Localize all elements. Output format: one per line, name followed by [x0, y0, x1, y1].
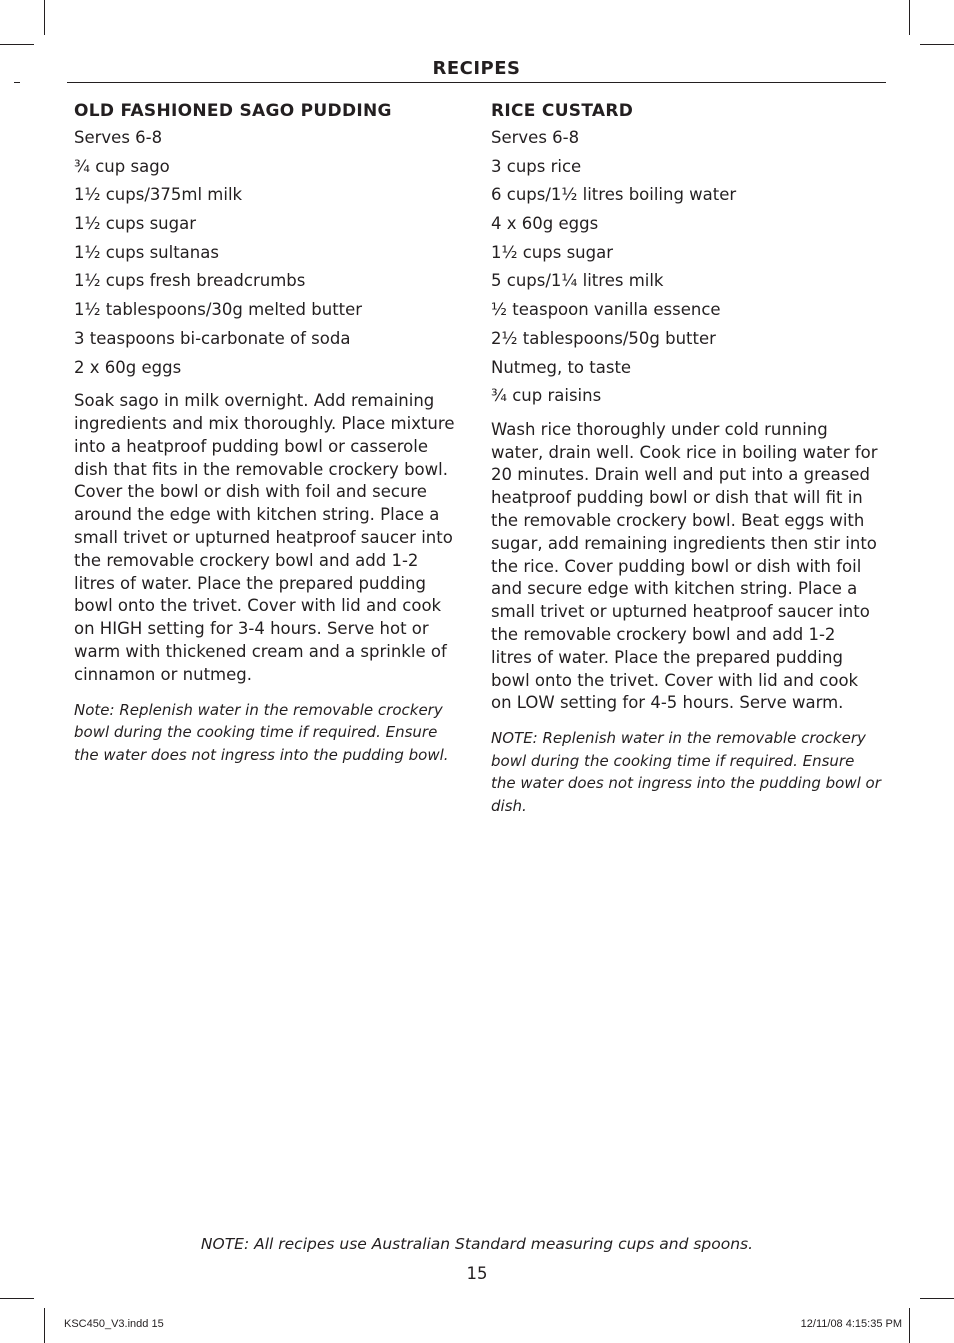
crop-mark [0, 1298, 34, 1299]
recipe-rice-custard [491, 98, 881, 818]
page-header [67, 56, 886, 83]
crop-mark [44, 0, 45, 35]
method-text: Wash rice thoroughly under cold running water, drain well. Cook rice in boiling water for 20 minutes. Drain well and put into a greased heatproof pudding bowl or dish that will fit in the removable crockery bowl. Beat eggs with sugar, add remaining ingredients then stir into the rice. Cover pudding bowl or dish with foil and secure edge with kitchen string. Place a small trivet or upturned heatproof saucer into the removable crockery bowl and add 1-2 litres of water. Place the prepared pudding bowl onto the trivet. Cover with lid and cook on LOW setting for 4-5 hours. Serve warm. [491, 419, 878, 713]
page-title: RECIPES [432, 58, 521, 79]
recipe-sago-pudding [74, 98, 464, 766]
recipe-note: NOTE: Replenish water in the removable crockery bowl during the cooking time if required. Ensure the water does not ingress into the pudding bowl or dish. [491, 729, 881, 816]
recipe-title: OLD FASHIONED SAGO PUDDING [74, 101, 392, 121]
ingredient-item: 1½ tablespoons/30g melted butter [74, 300, 363, 320]
ingredient-list [491, 124, 881, 411]
ingredient-item: 5 cups/1¼ litres milk [491, 271, 664, 291]
ingredient-list [74, 124, 464, 382]
ingredient-item: 1½ cups sugar [491, 242, 614, 262]
ingredient-item: 4 x 60g eggs [491, 214, 599, 234]
serves-line: Serves 6-8 [491, 128, 580, 147]
ingredient-item: 3 cups rice [491, 156, 582, 176]
ingredient-item: 6 cups/1½ litres boiling water [491, 185, 737, 205]
crop-mark [909, 1308, 910, 1343]
ingredient-item: ¾ cup raisins [491, 386, 602, 406]
page-number: 15 [466, 1264, 488, 1283]
ingredient-item: 3 teaspoons bi-carbonate of soda [74, 328, 351, 348]
ingredient-item: 1½ cups sugar [74, 214, 197, 234]
crop-mark [920, 1298, 954, 1299]
crop-mark [0, 44, 34, 45]
ingredient-item: 1½ cups fresh breadcrumbs [74, 271, 306, 291]
ingredient-item: ½ teaspoon vanilla essence [491, 300, 721, 320]
ingredient-item: ¾ cup sago [74, 156, 170, 176]
ingredient-item: Nutmeg, to taste [491, 357, 632, 377]
serves-line: Serves 6-8 [74, 128, 163, 147]
footer-note: NOTE: All recipes use Australian Standard measuring cups and spoons. [200, 1235, 754, 1253]
recipe-note: Note: Replenish water in the removable crockery bowl during the cooking time if required. Ensure the water does not ingress into the pudding bowl. [74, 700, 449, 764]
crop-mark [14, 82, 20, 83]
slug-timestamp: 12/11/08 4:15:35 PM [800, 1318, 902, 1330]
crop-mark [920, 44, 954, 45]
method-text: Soak sago in milk overnight. Add remaining ingredients and mix thoroughly. Place mixture into a heatproof pudding bowl or casserole dish that fits in the removable crockery bowl. Cover the bowl or dish with foil and secure around the edge with kitchen string. Place a small trivet or upturned heatproof saucer into the removable crockery bowl and add 1-2 litres of water. Place the prepared pudding bowl onto the trivet. Cover with lid and cook on HIGH setting for 3-4 hours. Serve hot or warm with thickened cream and a sprinkle of cinnamon or nutmeg. [74, 391, 455, 684]
crop-mark [44, 1308, 45, 1343]
recipe-title: RICE CUSTARD [491, 101, 634, 121]
ingredient-item: 2½ tablespoons/50g butter [491, 328, 716, 348]
ingredient-item: 2 x 60g eggs [74, 357, 182, 377]
ingredient-item: 1½ cups/375ml milk [74, 185, 243, 205]
ingredient-item: 1½ cups sultanas [74, 242, 219, 262]
crop-mark [909, 0, 910, 35]
slug-filename: KSC450_V3.indd 15 [64, 1318, 164, 1330]
